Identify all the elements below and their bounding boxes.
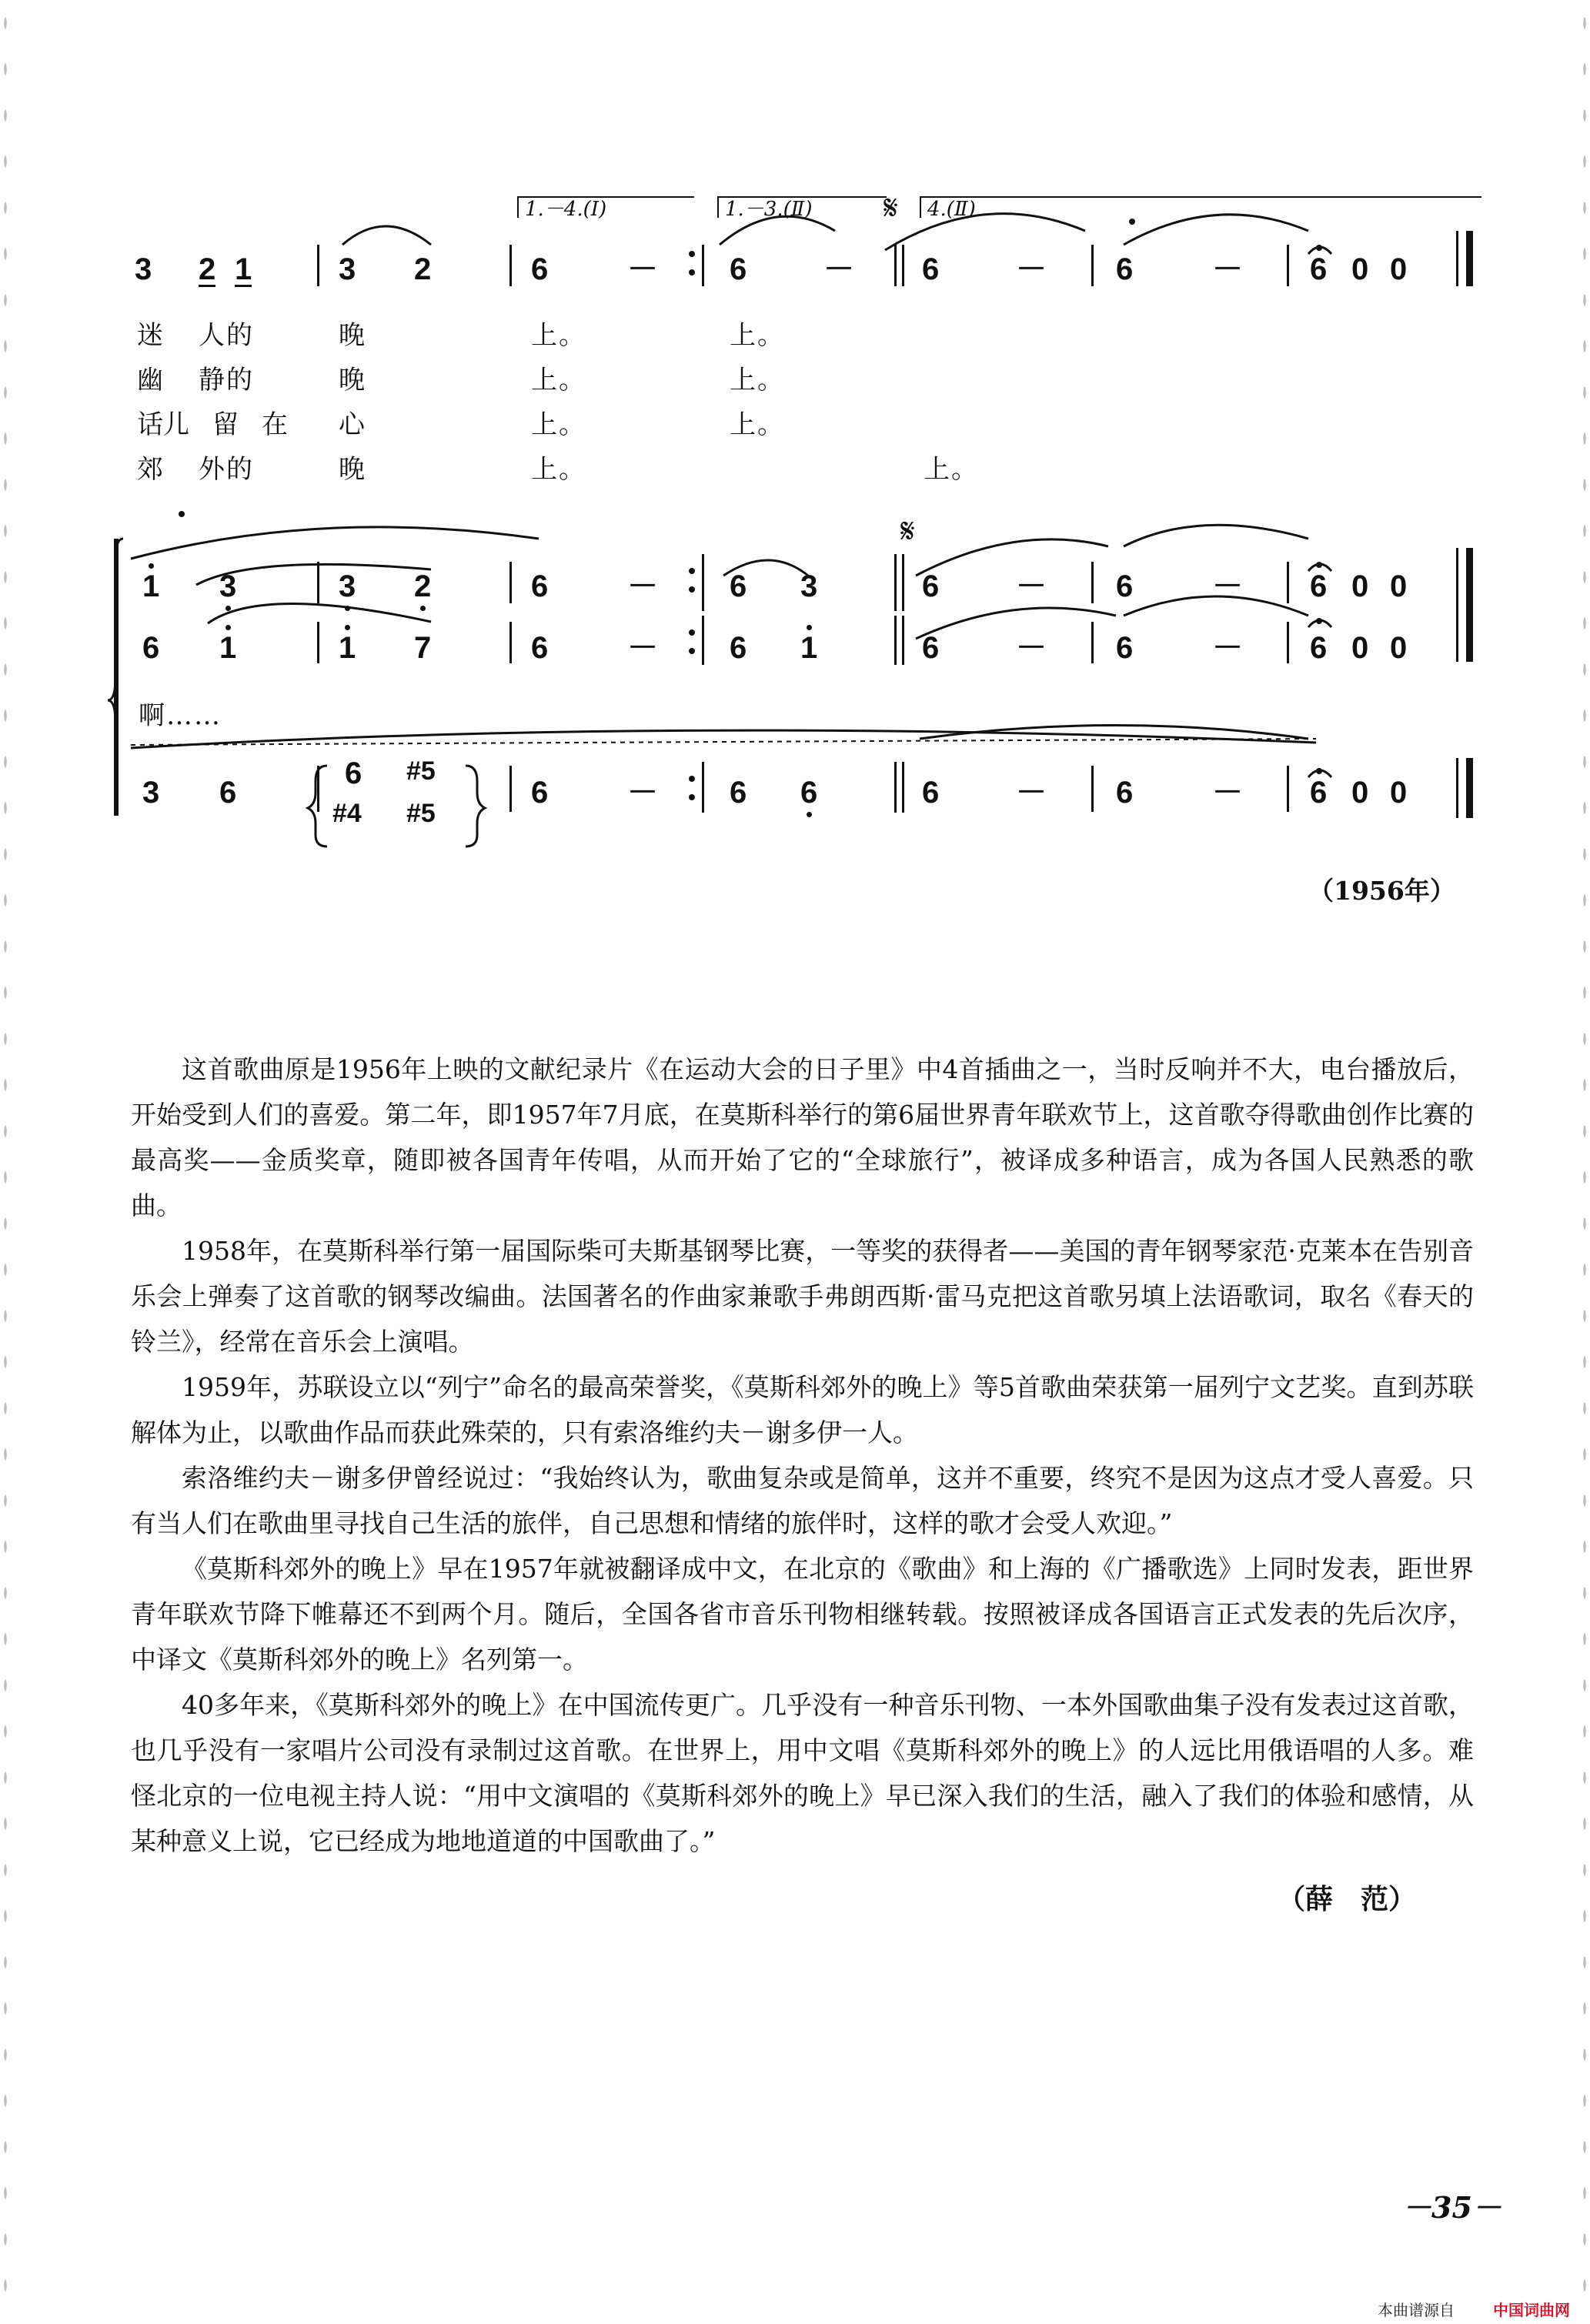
svg-text:𝄋: 𝄋 xyxy=(900,512,915,551)
svg-text:𝄋: 𝄋 xyxy=(884,189,898,228)
volta-bracket-2: 1.－3.(Ⅱ) xyxy=(717,196,887,218)
note: 6 xyxy=(1310,776,1328,810)
note: 6 xyxy=(1116,631,1134,665)
note: 6 xyxy=(219,776,237,810)
note: 6 xyxy=(531,252,549,286)
barline xyxy=(317,622,319,663)
lyric: 上。 xyxy=(531,454,586,485)
lyric: 幽 xyxy=(137,365,165,396)
note: 3 xyxy=(339,569,356,603)
note: 3 xyxy=(135,252,152,286)
barline xyxy=(509,766,512,812)
note: 0 xyxy=(1390,569,1408,603)
barline xyxy=(509,622,512,663)
note: 0 xyxy=(1351,631,1369,665)
note: 3 xyxy=(219,569,237,603)
note: 6 xyxy=(531,776,549,810)
note: 2 xyxy=(414,252,432,286)
note: 0 xyxy=(1390,631,1408,665)
repeat-sign xyxy=(689,771,695,805)
lyric: 晚 xyxy=(339,454,366,485)
lyric: 上。 xyxy=(531,365,586,396)
note: 6 xyxy=(730,776,747,810)
barline xyxy=(1287,622,1289,663)
note: 6 xyxy=(1310,631,1328,665)
barline xyxy=(1091,245,1094,286)
note: 0 xyxy=(1390,252,1408,286)
barline xyxy=(902,616,904,665)
barline xyxy=(317,245,319,286)
barline xyxy=(702,762,704,813)
repeat-sign xyxy=(689,625,695,659)
dash: － xyxy=(1016,776,1047,810)
lyric: 上。 xyxy=(531,320,586,351)
barline xyxy=(1456,548,1458,662)
barline xyxy=(1287,562,1289,603)
barline xyxy=(1091,622,1094,663)
barline xyxy=(702,554,704,611)
lyric: 上。 xyxy=(924,454,979,485)
note: 1 xyxy=(339,631,356,665)
final-barline xyxy=(1466,758,1473,818)
barline xyxy=(1091,766,1094,812)
barline xyxy=(1456,231,1458,286)
lyric: 儿留在 xyxy=(163,409,311,440)
dash: － xyxy=(1212,569,1243,603)
note: 2 xyxy=(414,569,432,603)
choir-lyric: 啊…… xyxy=(139,700,222,731)
note: 1 xyxy=(800,631,818,665)
volta-bracket-1: 1.－4.(Ⅰ) xyxy=(517,196,694,218)
footer-site-link[interactable]: 中国词曲网 xyxy=(1493,2301,1570,2319)
note: 0 xyxy=(1390,776,1408,810)
note: 6 xyxy=(1310,252,1328,286)
note: 6 xyxy=(922,252,940,286)
barline xyxy=(317,562,319,603)
lyric: 人的 xyxy=(199,320,254,351)
volta-bracket-3: 4.(Ⅱ) xyxy=(920,196,1481,218)
barline xyxy=(317,766,319,812)
dash: － xyxy=(627,252,658,286)
dash: － xyxy=(1212,252,1243,286)
lyric: 上。 xyxy=(730,320,785,351)
dash: － xyxy=(823,252,854,286)
dash: － xyxy=(1016,252,1047,286)
article-paragraph: 索洛维约夫－谢多伊曾经说过：“我始终认为，歌曲复杂或是简单，这并不重要，终究不是因为这点才受人喜爱。只有当人们在歌曲里寻找自己生活的旅伴，自己思想和情绪的旅伴时，这样的歌才会受人欢迎。” xyxy=(131,1463,1474,1538)
lyric: 晚 xyxy=(339,320,366,351)
note: 2 xyxy=(199,252,216,286)
barline xyxy=(902,554,904,611)
barline xyxy=(702,616,704,665)
note: 1 xyxy=(235,252,252,286)
barline xyxy=(894,616,897,665)
note: #5 xyxy=(406,799,436,828)
note: #5 xyxy=(406,756,436,786)
repeat-sign xyxy=(689,246,695,280)
barline xyxy=(509,562,512,603)
barline xyxy=(902,762,904,813)
note: 6 xyxy=(730,631,747,665)
note: 3 xyxy=(339,252,356,286)
note: 6 xyxy=(1116,569,1134,603)
composition-year: （1956年） xyxy=(1308,876,1455,906)
note: 0 xyxy=(1351,252,1369,286)
dash: － xyxy=(627,569,658,603)
article-paragraph: 《莫斯科郊外的晚上》早在1957年就被翻译成中文，在北京的《歌曲》和上海的《广播歌选》上同时发表，距世界青年联欢节降下帷幕还不到两个月。随后，全国各省市音乐刊物相继转载。按照被译成各国语言正式发表的先后次序，中译文《莫斯科郊外的晚上》名列第一。 xyxy=(131,1554,1474,1675)
note: 1 xyxy=(142,569,160,603)
dash: － xyxy=(627,631,658,665)
note: 6 xyxy=(531,569,549,603)
lyric: 郊 xyxy=(137,454,165,485)
lyric: 上。 xyxy=(730,365,785,396)
lyric: 上。 xyxy=(531,409,586,440)
note: 6 xyxy=(922,631,940,665)
footer-source-label: 本曲谱源自 xyxy=(1378,2301,1455,2319)
barline xyxy=(894,762,897,813)
lyric: 静的 xyxy=(199,365,254,396)
dash: － xyxy=(1016,569,1047,603)
article-author: （薛 范） xyxy=(1278,1883,1417,1915)
note: 6 xyxy=(1116,776,1134,810)
barline xyxy=(702,245,704,286)
article-paragraph: 1958年，在莫斯科举行第一届国际柴可夫斯基钢琴比赛，一等奖的获得者——美国的青年钢琴家范·克莱本在告别音乐会上弹奏了这首歌的钢琴改编曲。法国著名的作曲家兼歌手弗朗西斯·雷马克把这首歌另填上法语歌词，取名《春天的铃兰》，经常在音乐会上演唱。 xyxy=(131,1236,1474,1357)
note: 7 xyxy=(414,631,432,665)
article-body xyxy=(131,1047,1474,1864)
lyric: 心 xyxy=(339,409,366,440)
barline xyxy=(1287,766,1289,812)
note: 6 xyxy=(142,631,160,665)
barline xyxy=(902,245,904,286)
dash: － xyxy=(1212,776,1243,810)
note: 6 xyxy=(730,569,747,603)
note: 6 xyxy=(531,631,549,665)
article-paragraph: 1959年，苏联设立以“列宁”命名的最高荣誉奖，《莫斯科郊外的晚上》等5首歌曲荣获第一届列宁文艺奖。直到苏联解体为止，以歌曲作品而获此殊荣的，只有索洛维约夫－谢多伊一人。 xyxy=(131,1372,1474,1447)
note: 0 xyxy=(1351,776,1369,810)
article-paragraph: 40多年来，《莫斯科郊外的晚上》在中国流传更广。几乎没有一种音乐刊物、一本外国歌曲集子没有发表过这首歌，也几乎没有一家唱片公司没有录制过这首歌。在世界上，用中文唱《莫斯科郊外的晚上》的人远比用俄语唱的人多。难怪北京的一位电视主持人说：“用中文演唱的《莫斯科郊外的晚上》早已深入我们的生活，融入了我们的体验和感情，从某种意义上说，它已经成为地地道道的中国歌曲了。” xyxy=(131,1690,1474,1856)
lyric: 晚 xyxy=(339,365,366,396)
note: 1 xyxy=(219,631,237,665)
note: 3 xyxy=(142,776,160,810)
article-paragraph: 这首歌曲原是1956年上映的文献纪录片《在运动大会的日子里》中4首插曲之一，当时反响并不大，电台播放后，开始受到人们的喜爱。第二年，即1957年7月底，在莫斯科举行的第6届世界青年联欢节上，这首歌夺得歌曲创作比赛的最高奖——金质奖章，随即被各国青年传唱，从而开始了它的“全球旅行”，被译成多种语言，成为各国人民熟悉的歌曲。 xyxy=(131,1054,1474,1220)
note: 6 xyxy=(1310,569,1328,603)
dash: － xyxy=(627,776,658,810)
note: 0 xyxy=(1351,569,1369,603)
dash: － xyxy=(1016,631,1047,665)
note: 6 xyxy=(800,776,818,810)
final-barline xyxy=(1466,548,1473,662)
lyric: 上。 xyxy=(730,409,785,440)
lyric: 话 xyxy=(137,409,165,440)
lyric: 外的 xyxy=(199,454,254,485)
barline xyxy=(1091,562,1094,603)
note: #4 xyxy=(332,799,362,828)
note: 3 xyxy=(800,569,818,603)
lyric: 迷 xyxy=(137,320,165,351)
note: 6 xyxy=(1116,252,1134,286)
dash: － xyxy=(1212,631,1243,665)
note: 6 xyxy=(345,756,362,790)
note: 6 xyxy=(730,252,747,286)
barline xyxy=(1287,245,1289,286)
page-number: －35－ xyxy=(1402,2190,1501,2225)
repeat-sign xyxy=(689,563,695,597)
note: 6 xyxy=(922,776,940,810)
barline xyxy=(509,245,512,286)
note: 6 xyxy=(922,569,940,603)
barline xyxy=(894,554,897,611)
barline xyxy=(894,245,897,286)
barline xyxy=(1456,758,1458,818)
final-barline xyxy=(1466,231,1473,286)
